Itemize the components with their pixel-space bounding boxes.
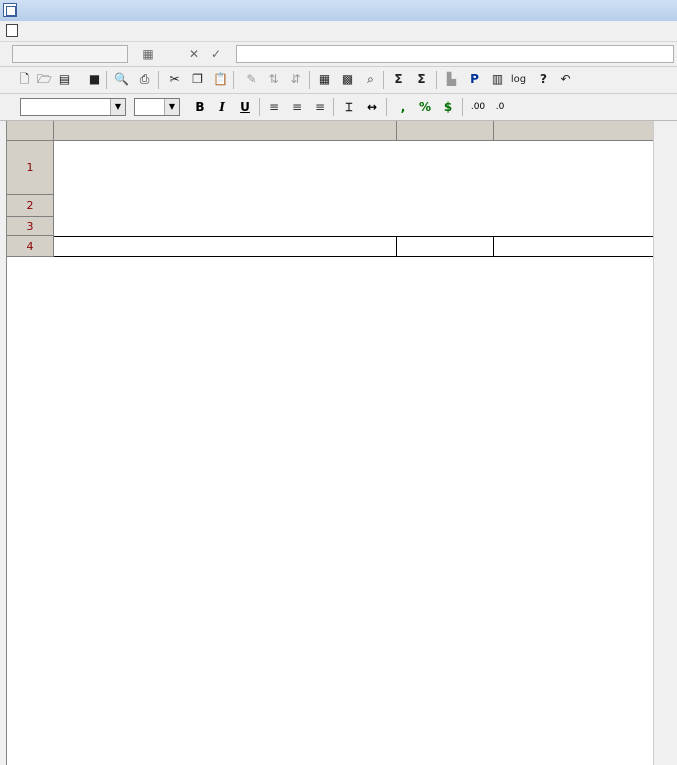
chart-icon[interactable]: ▙: [446, 72, 457, 86]
formula-bar: [0, 42, 677, 67]
help-pointer-icon[interactable]: ?: [540, 72, 547, 86]
toolbar-separator: [259, 98, 260, 116]
decrease-decimal-icon[interactable]: .0: [495, 102, 505, 112]
formula-input[interactable]: [236, 45, 674, 63]
form-number[interactable]: [494, 195, 654, 217]
toolbar-separator: [233, 71, 234, 89]
currency-unit-label[interactable]: [494, 217, 654, 236]
sum-icon[interactable]: Σ: [394, 72, 403, 86]
column-header-c[interactable]: [494, 121, 654, 141]
align-left-icon[interactable]: ≡: [268, 100, 280, 114]
save-icon[interactable]: ■: [88, 72, 101, 86]
toolbar-separator: [333, 98, 334, 116]
chevron-down-icon[interactable]: ▼: [164, 99, 179, 115]
align-right-icon[interactable]: ≡: [314, 100, 326, 114]
format-toolbar: [0, 94, 677, 121]
header-item[interactable]: [54, 236, 397, 257]
row-header-3[interactable]: 3: [7, 217, 54, 236]
toolbar-separator: [106, 71, 107, 89]
header-amount[interactable]: [494, 236, 654, 257]
toolbar-separator: [309, 71, 310, 89]
calculator-icon[interactable]: ▦: [142, 47, 154, 61]
header-line-no[interactable]: [397, 236, 494, 257]
row-header-1[interactable]: 1: [7, 141, 54, 195]
year-label[interactable]: [397, 217, 494, 236]
toolbar-separator: [158, 71, 159, 89]
cell-reference-box[interactable]: [12, 45, 128, 63]
sum-range-icon[interactable]: Σ: [417, 72, 426, 86]
vertical-scrollbar[interactable]: [653, 121, 677, 765]
property-icon[interactable]: P: [470, 72, 479, 86]
sort-descending-icon[interactable]: ⇵: [290, 72, 301, 86]
find-icon[interactable]: ⌕: [367, 72, 374, 86]
font-size-select[interactable]: [134, 98, 180, 116]
percent-style-icon[interactable]: %: [418, 100, 432, 114]
toolbar-separator: [383, 71, 384, 89]
underline-icon[interactable]: U: [240, 100, 250, 114]
horizontal-fit-icon[interactable]: ↔: [366, 100, 378, 114]
confirm-icon[interactable]: ✓: [210, 47, 222, 61]
app-icon: [3, 3, 17, 17]
column-header-a[interactable]: [54, 121, 397, 141]
function-icon[interactable]: [163, 46, 179, 62]
font-select[interactable]: [20, 98, 126, 116]
copy-icon[interactable]: ❐: [192, 72, 203, 86]
undo-icon[interactable]: ↶: [560, 72, 571, 86]
print-icon[interactable]: ⎙: [139, 72, 150, 86]
report-sheet: [6, 121, 654, 765]
align-center-icon[interactable]: ≡: [291, 100, 303, 114]
row-header-2[interactable]: 2: [7, 195, 54, 217]
cancel-icon[interactable]: ✕: [188, 47, 200, 61]
toolbar-separator: [386, 98, 387, 116]
print-preview-icon[interactable]: 🔍: [114, 72, 129, 86]
toolbar-separator: [436, 71, 437, 89]
cut-icon[interactable]: ✂: [169, 72, 180, 86]
increase-decimal-icon[interactable]: .00: [470, 102, 486, 112]
comma-style-icon[interactable]: ,: [400, 100, 406, 114]
italic-icon[interactable]: I: [219, 100, 225, 114]
table-icon[interactable]: ▦: [318, 72, 331, 86]
standard-toolbar: [0, 67, 677, 94]
grid-icon[interactable]: ▩: [341, 72, 354, 86]
row-header-4[interactable]: 4: [7, 236, 54, 257]
paste-icon[interactable]: 📋: [213, 72, 228, 86]
column-header-b[interactable]: [397, 121, 494, 141]
log-icon[interactable]: log: [510, 74, 527, 85]
toolbar-separator: [462, 98, 463, 116]
title-bar: [0, 0, 677, 22]
cell-icon[interactable]: ▥: [491, 72, 504, 86]
menu-bar: [0, 21, 677, 42]
sort-ascending-icon[interactable]: ⇅: [268, 72, 279, 86]
currency-style-icon[interactable]: $: [443, 100, 453, 114]
document-icon[interactable]: [6, 24, 18, 37]
new-file-icon[interactable]: 🗋: [19, 72, 30, 86]
bold-icon[interactable]: B: [195, 100, 205, 114]
format-painter-icon[interactable]: ✎: [246, 72, 257, 86]
prepared-by-label[interactable]: [54, 217, 397, 236]
corner-select-all[interactable]: [7, 121, 54, 141]
open-file-icon[interactable]: ▤: [58, 72, 71, 86]
vertical-align-icon[interactable]: ⌶: [345, 100, 353, 114]
chevron-down-icon[interactable]: ▼: [110, 99, 125, 115]
report-title[interactable]: [54, 141, 654, 195]
open-folder-icon[interactable]: 🗁: [37, 72, 52, 86]
